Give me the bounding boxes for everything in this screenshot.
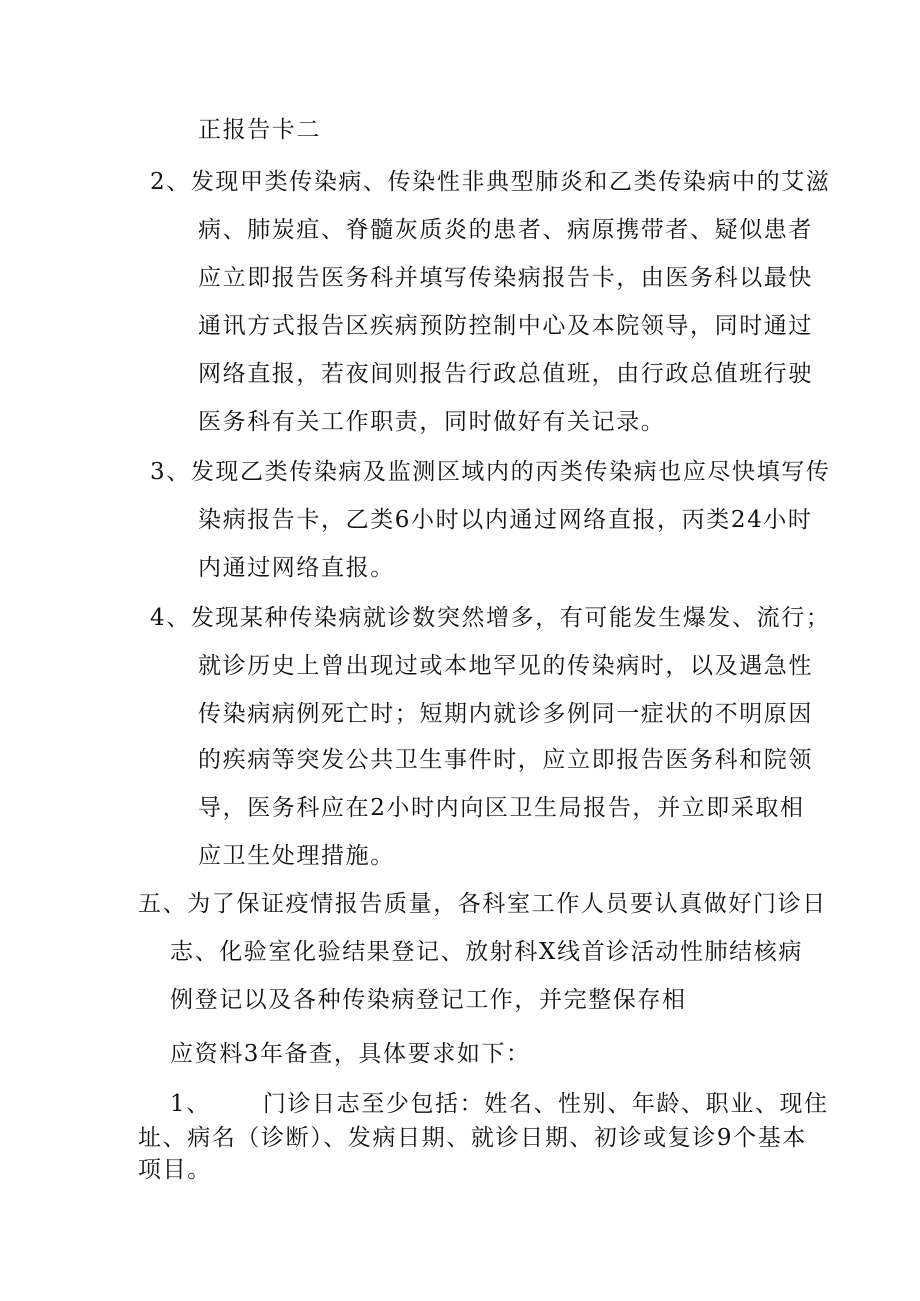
text-line: 例登记以及各种传染病登记工作，并完整保存相 — [170, 987, 687, 1013]
text-line: 网络直报，若夜间则报告行政总值班，由行政总值班行驶 — [198, 361, 813, 387]
list-item-2-line: 2、发现甲类传染病、传染性非典型肺炎和乙类传染病中的艾滋 — [150, 169, 831, 195]
text-line: 应立即报告医务科并填写传染病报告卡，由医务科以最快 — [198, 265, 813, 291]
text-line: 应资料3年备查，具体要求如下： — [170, 1041, 531, 1067]
text-line: 志、化验室化验结果登记、放射科X线首诊活动性肺结核病 — [170, 939, 803, 965]
text-line: 导，医务科应在2小时内向区卫生局报告，并立即采取相 — [198, 795, 805, 821]
section-5-heading-line: 五、为了保证疫情报告质量，各科室工作人员要认真做好门诊日 — [138, 891, 827, 917]
text-line: 就诊历史上曾出现过或本地罕见的传染病时，以及遇急性 — [198, 653, 813, 679]
text-line: 医务科有关工作职责，同时做好有关记录。 — [198, 409, 666, 435]
text-line: 址、病名（诊断）、发病日期、就诊日期、初诊或复诊9个基本 — [138, 1125, 807, 1151]
text-line: 染病报告卡，乙类6小时以内通过网络直报，丙类24小时 — [198, 507, 813, 533]
text-line: 传染病病例死亡时；短期内就诊多例同一症状的不明原因 — [198, 701, 813, 727]
text-line: 病、肺炭疽、脊髓灰质炎的患者、病原携带者、疑似患者 — [198, 217, 813, 243]
list-item-4-line: 4、发现某种传染病就诊数突然增多，有可能发生爆发、流行； — [150, 605, 831, 631]
text-line: 正报告卡二 — [198, 117, 321, 143]
text-line: 通讯方式报告区疾病预防控制中心及本院领导，同时通过 — [198, 313, 813, 339]
text-line: 应卫生处理措施。 — [198, 843, 395, 869]
sub-item-1-text: 门诊日志至少包括：姓名、性别、年龄、职业、现住 — [262, 1091, 829, 1117]
text-line: 内通过网络直报。 — [198, 555, 395, 581]
list-item-3-line: 3、发现乙类传染病及监测区域内的丙类传染病也应尽快填写传 — [150, 459, 831, 485]
text-line: 的疾病等突发公共卫生事件时，应立即报告医务科和院领 — [198, 747, 813, 773]
text-line: 项目。 — [138, 1157, 212, 1183]
sub-item-1-line — [170, 1090, 829, 1118]
sub-item-1-number: 1、 — [170, 1091, 211, 1117]
